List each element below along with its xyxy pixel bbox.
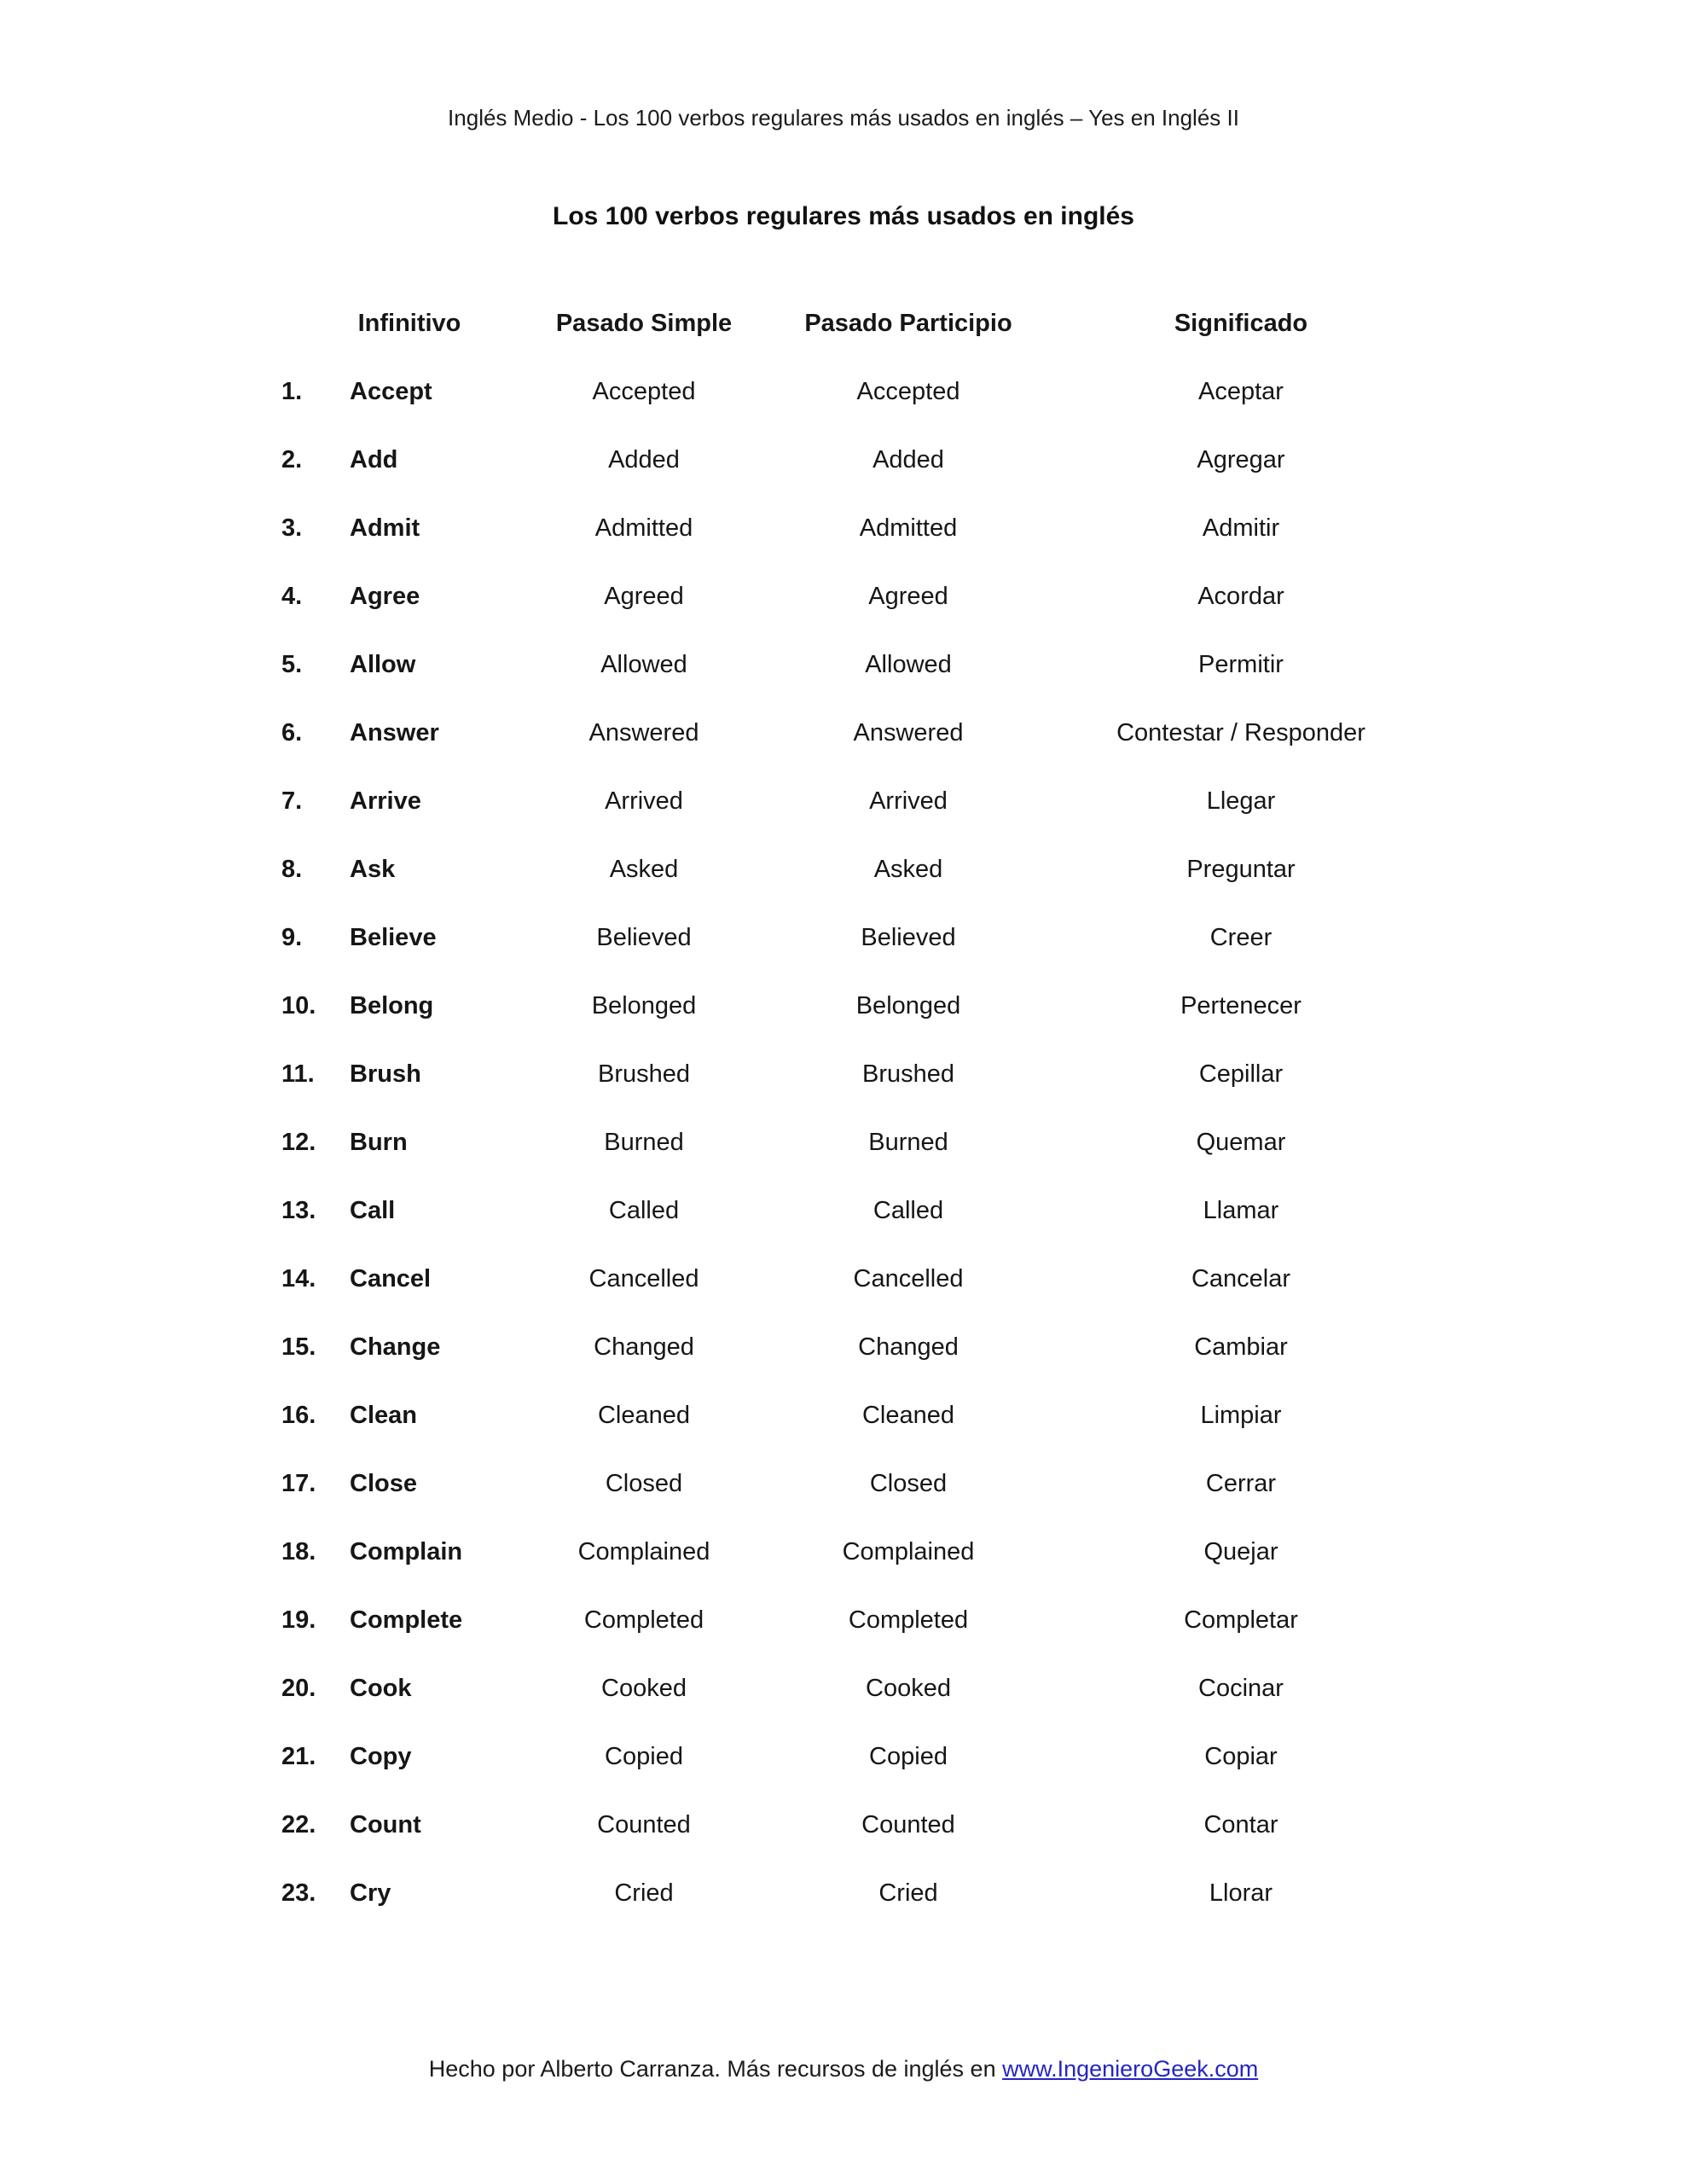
verb-past-simple: Believed bbox=[596, 924, 692, 951]
row-number: 15. bbox=[281, 1333, 316, 1361]
verb-past-participle: Believed bbox=[861, 924, 956, 951]
verb-infinitive: Count bbox=[350, 1811, 421, 1838]
verb-meaning: Llorar bbox=[1209, 1879, 1273, 1907]
verb-past-participle: Completed bbox=[848, 1606, 969, 1634]
verb-past-simple: Completed bbox=[583, 1606, 704, 1634]
row-number: 18. bbox=[281, 1538, 316, 1565]
row-number: 22. bbox=[281, 1811, 316, 1838]
verb-meaning: Llegar bbox=[1206, 787, 1276, 815]
verb-past-participle: Arrived bbox=[869, 787, 948, 815]
verb-infinitive: Call bbox=[350, 1197, 396, 1224]
verb-meaning: Limpiar bbox=[1200, 1402, 1282, 1429]
table-row bbox=[281, 857, 1416, 925]
verb-meaning: Pertenecer bbox=[1180, 992, 1301, 1019]
verb-meaning: Cambiar bbox=[1194, 1333, 1288, 1361]
table-row bbox=[281, 1198, 1416, 1266]
verb-infinitive: Copy bbox=[350, 1743, 412, 1770]
verb-past-simple: Changed bbox=[594, 1333, 694, 1361]
table-row bbox=[281, 788, 1416, 857]
row-number: 23. bbox=[281, 1879, 316, 1907]
verb-past-simple: Answered bbox=[588, 719, 699, 746]
verb-meaning: Cocinar bbox=[1198, 1675, 1284, 1702]
column-header-meaning: Significado bbox=[1174, 310, 1308, 337]
verb-past-participle: Added bbox=[872, 446, 944, 473]
verb-past-participle: Admitted bbox=[859, 514, 958, 542]
row-number: 13. bbox=[281, 1197, 316, 1224]
verb-meaning: Copiar bbox=[1204, 1743, 1278, 1770]
row-number: 9. bbox=[281, 924, 303, 951]
verb-past-simple: Allowed bbox=[600, 651, 687, 678]
verb-infinitive: Accept bbox=[350, 378, 432, 405]
row-number: 11. bbox=[281, 1060, 315, 1088]
table-row bbox=[281, 925, 1416, 993]
verb-meaning: Cerrar bbox=[1205, 1470, 1277, 1497]
row-number: 8. bbox=[281, 856, 303, 883]
table-row bbox=[281, 1130, 1416, 1198]
verb-meaning: Cancelar bbox=[1191, 1265, 1291, 1292]
verb-past-participle: Complained bbox=[842, 1538, 975, 1565]
verb-infinitive: Admit bbox=[350, 514, 420, 542]
verb-past-simple: Burned bbox=[604, 1129, 684, 1156]
page-header-line: Inglés Medio - Los 100 verbos regulares más usados en inglés – Yes en Inglés II bbox=[448, 105, 1239, 131]
verb-infinitive: Believe bbox=[350, 924, 437, 951]
verb-infinitive: Belong bbox=[350, 992, 434, 1019]
row-number: 2. bbox=[281, 446, 303, 473]
verb-meaning: Llamar bbox=[1203, 1197, 1279, 1224]
verb-infinitive: Brush bbox=[350, 1060, 421, 1088]
verb-past-simple: Brushed bbox=[597, 1060, 690, 1088]
verb-past-participle: Cancelled bbox=[853, 1265, 964, 1292]
footer-text: Hecho por Alberto Carranza. Más recursos de inglés en bbox=[428, 2056, 1003, 2082]
table-row bbox=[281, 1403, 1416, 1471]
verb-infinitive: Answer bbox=[350, 719, 439, 746]
table-row bbox=[281, 1676, 1416, 1744]
verb-meaning: Agregar bbox=[1197, 446, 1285, 473]
verb-infinitive: Change bbox=[350, 1333, 441, 1361]
verb-infinitive: Allow bbox=[350, 651, 416, 678]
verb-meaning: Acordar bbox=[1197, 583, 1284, 610]
row-number: 7. bbox=[281, 787, 303, 815]
verb-past-simple: Complained bbox=[577, 1538, 710, 1565]
verb-past-simple: Counted bbox=[597, 1811, 691, 1838]
verb-infinitive: Burn bbox=[350, 1129, 408, 1156]
verb-past-simple: Cleaned bbox=[597, 1402, 691, 1429]
verb-past-simple: Asked bbox=[609, 856, 679, 883]
row-number: 10. bbox=[281, 992, 316, 1019]
column-header-infinitive: Infinitivo bbox=[357, 310, 461, 337]
page-footer bbox=[0, 2056, 1687, 2082]
row-number: 21. bbox=[281, 1743, 316, 1770]
verb-past-simple: Closed bbox=[605, 1470, 683, 1497]
table-row bbox=[281, 584, 1416, 652]
column-header-past-participle: Pasado Participio bbox=[804, 310, 1012, 337]
verb-meaning: Contar bbox=[1203, 1811, 1278, 1838]
verb-past-simple: Arrived bbox=[605, 787, 683, 815]
verb-infinitive: Complain bbox=[350, 1538, 463, 1565]
verb-past-participle: Copied bbox=[869, 1743, 948, 1770]
verb-past-participle: Changed bbox=[858, 1333, 959, 1361]
table-row bbox=[281, 379, 1416, 447]
verb-past-participle: Agreed bbox=[868, 583, 948, 610]
verb-past-participle: Accepted bbox=[856, 378, 960, 405]
verb-meaning: Aceptar bbox=[1198, 378, 1284, 405]
footer-link[interactable]: www.IngenieroGeek.com bbox=[1002, 2056, 1259, 2082]
verb-past-simple: Cried bbox=[614, 1879, 674, 1907]
verb-past-simple: Cooked bbox=[601, 1675, 687, 1702]
table-row bbox=[281, 1471, 1416, 1539]
verb-past-simple: Belonged bbox=[591, 992, 697, 1019]
verb-past-simple: Cancelled bbox=[588, 1265, 699, 1292]
verb-past-simple: Copied bbox=[605, 1743, 683, 1770]
table-body bbox=[281, 379, 1416, 1949]
verb-past-simple: Accepted bbox=[592, 378, 696, 405]
table-row bbox=[281, 1539, 1416, 1607]
verb-infinitive: Ask bbox=[350, 856, 396, 883]
verb-meaning: Contestar / Responder bbox=[1116, 719, 1365, 746]
table-row bbox=[281, 1812, 1416, 1880]
verb-past-participle: Cleaned bbox=[861, 1402, 955, 1429]
table-row bbox=[281, 993, 1416, 1061]
verb-meaning: Admitir bbox=[1202, 514, 1280, 542]
row-number: 16. bbox=[281, 1402, 316, 1429]
row-number: 3. bbox=[281, 514, 303, 542]
row-number: 19. bbox=[281, 1606, 316, 1634]
verb-infinitive: Complete bbox=[350, 1606, 463, 1634]
row-number: 5. bbox=[281, 651, 303, 678]
verb-past-simple: Admitted bbox=[594, 514, 693, 542]
row-number: 12. bbox=[281, 1129, 316, 1156]
verb-past-participle: Brushed bbox=[861, 1060, 954, 1088]
table-row bbox=[281, 1061, 1416, 1130]
verb-past-participle: Allowed bbox=[865, 651, 952, 678]
table-row bbox=[281, 1744, 1416, 1812]
verb-past-simple: Called bbox=[608, 1197, 680, 1224]
verb-past-participle: Burned bbox=[868, 1129, 948, 1156]
row-number: 17. bbox=[281, 1470, 316, 1497]
verb-meaning: Completar bbox=[1184, 1606, 1298, 1634]
table-row bbox=[281, 1266, 1416, 1334]
verb-past-simple: Agreed bbox=[604, 583, 684, 610]
row-number: 14. bbox=[281, 1265, 316, 1292]
verb-infinitive: Add bbox=[350, 446, 398, 473]
row-number: 20. bbox=[281, 1675, 316, 1702]
verb-past-simple: Added bbox=[608, 446, 680, 473]
verb-past-participle: Answered bbox=[853, 719, 964, 746]
verb-meaning: Cepillar bbox=[1198, 1060, 1284, 1088]
verb-infinitive: Clean bbox=[350, 1402, 417, 1429]
verb-infinitive: Agree bbox=[350, 583, 420, 610]
table-row bbox=[281, 1880, 1416, 1949]
row-number: 6. bbox=[281, 719, 303, 746]
table-row bbox=[281, 515, 1416, 584]
verb-meaning: Quemar bbox=[1196, 1129, 1286, 1156]
column-header-past-simple: Pasado Simple bbox=[555, 310, 733, 337]
verb-past-participle: Closed bbox=[869, 1470, 948, 1497]
verb-infinitive: Cook bbox=[350, 1675, 412, 1702]
verb-meaning: Preguntar bbox=[1186, 856, 1296, 883]
table-row bbox=[281, 652, 1416, 720]
verb-infinitive: Arrive bbox=[350, 787, 421, 815]
row-number: 4. bbox=[281, 583, 303, 610]
verb-infinitive: Cry bbox=[350, 1879, 391, 1907]
verb-infinitive: Cancel bbox=[350, 1265, 432, 1292]
verb-meaning: Quejar bbox=[1203, 1538, 1278, 1565]
verb-past-participle: Counted bbox=[861, 1811, 955, 1838]
row-number: 1. bbox=[281, 378, 303, 405]
verb-past-participle: Asked bbox=[873, 856, 943, 883]
verb-past-participle: Cried bbox=[878, 1879, 938, 1907]
verb-infinitive: Close bbox=[350, 1470, 417, 1497]
table-row bbox=[281, 720, 1416, 788]
verb-table bbox=[281, 311, 1416, 1949]
page-title: Los 100 verbos regulares más usados en inglés bbox=[553, 202, 1134, 230]
verb-past-participle: Cooked bbox=[866, 1675, 951, 1702]
verb-meaning: Creer bbox=[1209, 924, 1272, 951]
table-row bbox=[281, 1334, 1416, 1403]
verb-past-participle: Belonged bbox=[855, 992, 961, 1019]
verb-meaning: Permitir bbox=[1198, 651, 1284, 678]
table-header-row bbox=[281, 311, 1416, 379]
table-row bbox=[281, 447, 1416, 515]
table-row bbox=[281, 1607, 1416, 1676]
verb-past-participle: Called bbox=[872, 1197, 944, 1224]
